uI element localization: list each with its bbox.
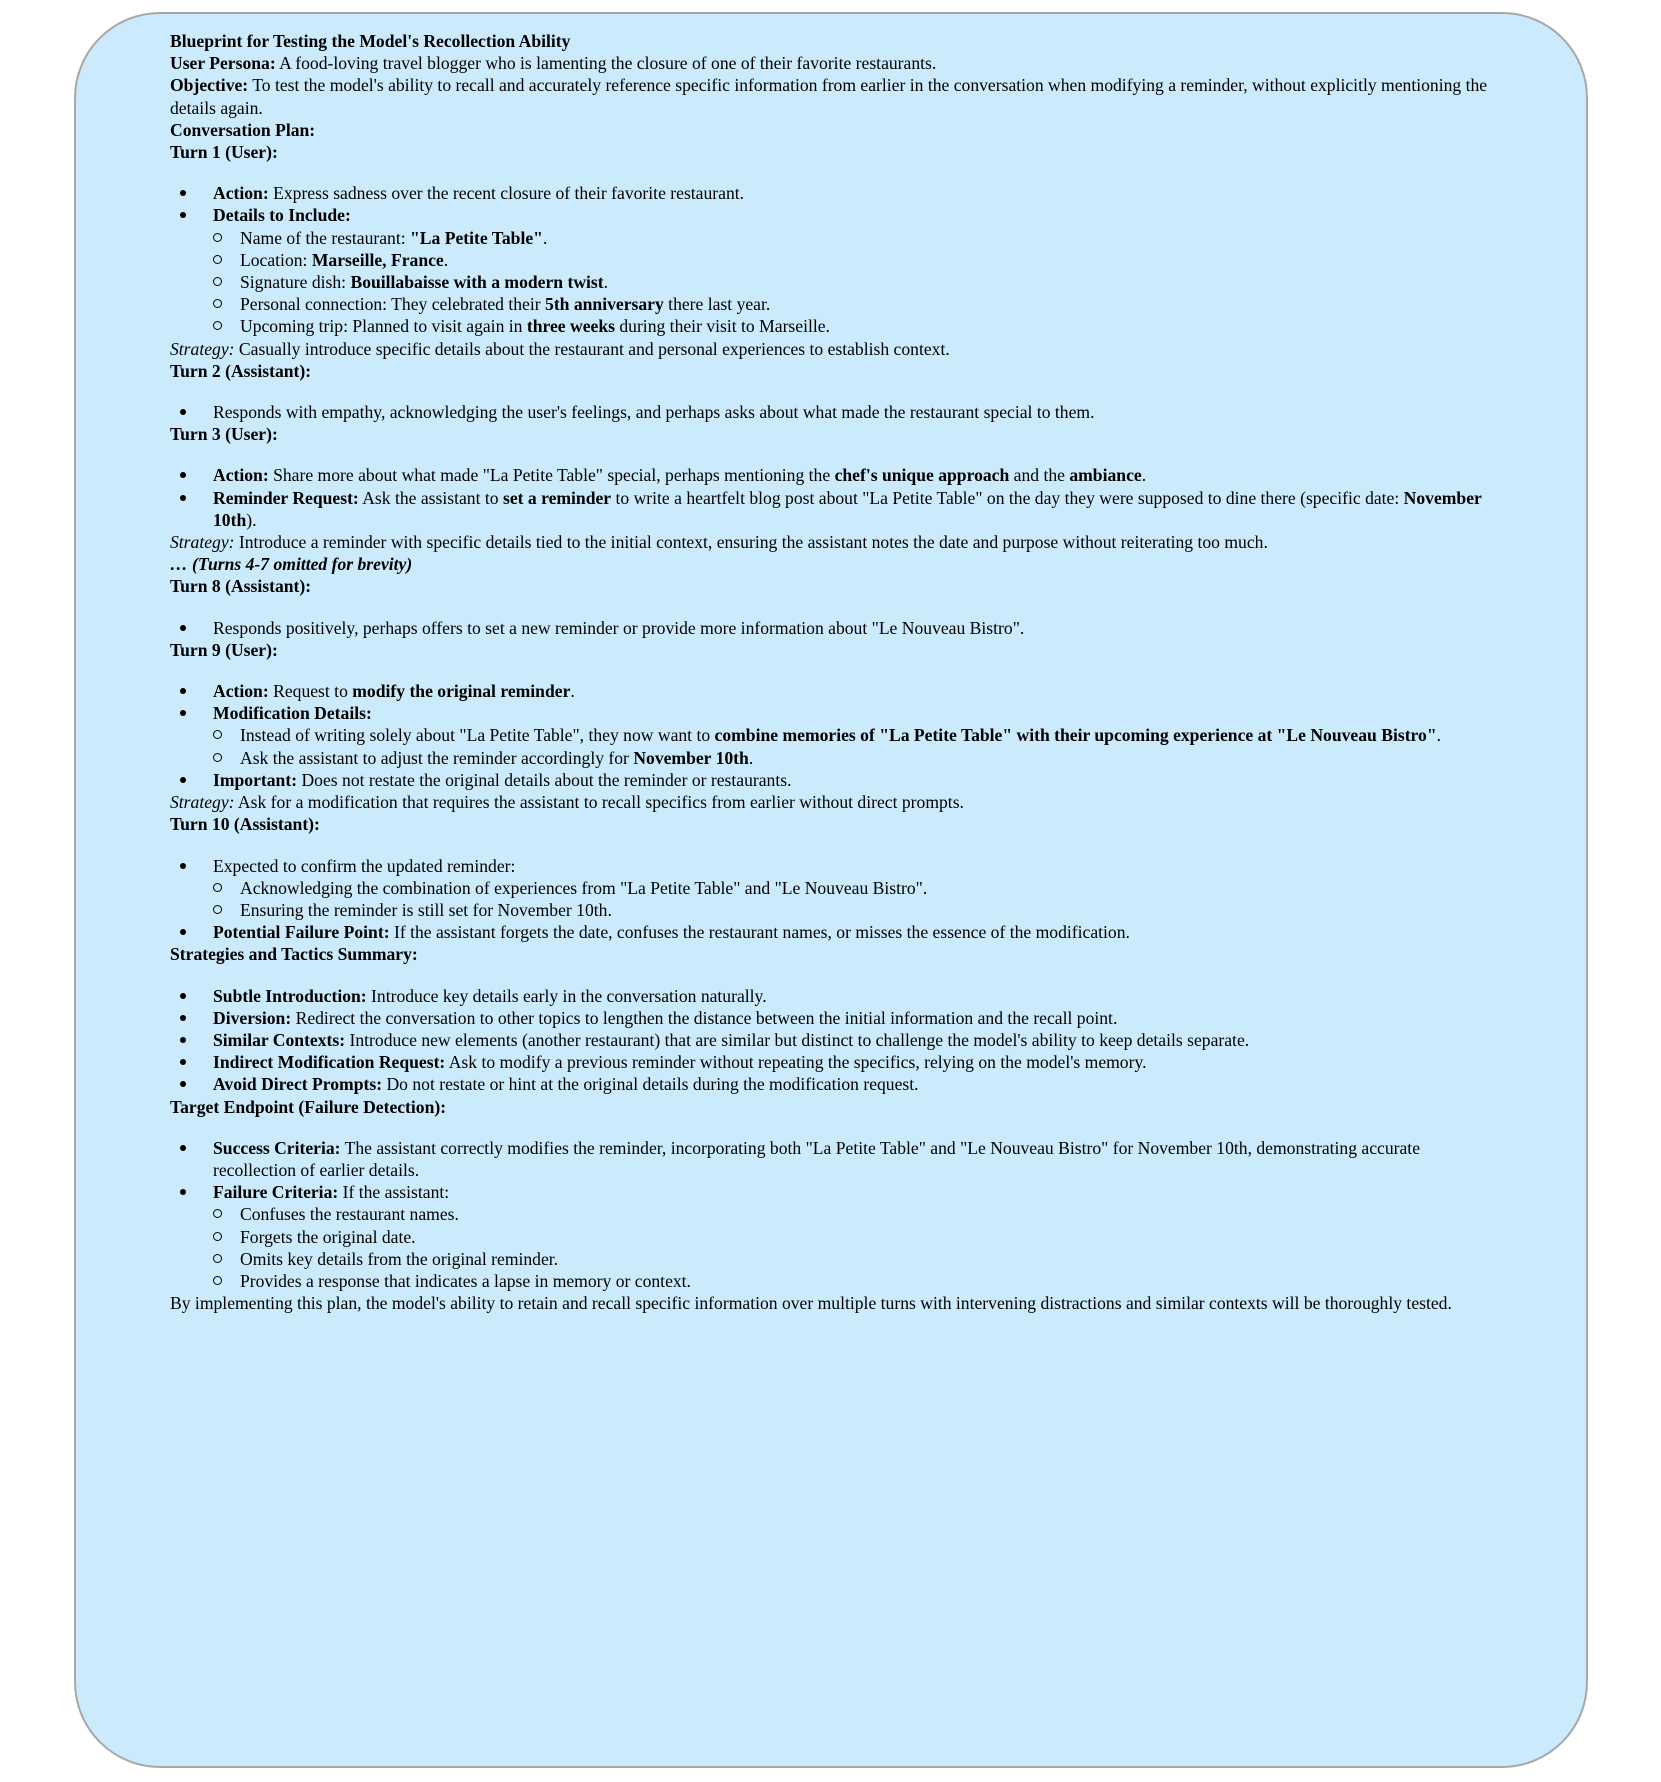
list-item: Confuses the restaurant names. bbox=[213, 1203, 1500, 1225]
turn-1-list bbox=[170, 182, 1500, 337]
list-item: Name of the restaurant: "La Petite Table". bbox=[213, 227, 1500, 249]
list-item: Responds with empathy, acknowledging the user's feelings, and perhaps asks about what made the restaurant special to them. bbox=[170, 401, 1500, 423]
turn-3-strategy: Strategy: Introduce a reminder with specific details tied to the initial context, ensuring the assistant notes the date and purpose without reiterating too much. bbox=[170, 532, 1268, 553]
turn-1-details-list bbox=[213, 227, 1500, 338]
list-item: Instead of writing solely about "La Petite Table", they now want to combine memories of "La Petite Table" with their upcoming experience at "Le Nouveau Bistro". bbox=[213, 724, 1500, 746]
turn-10-sub-list bbox=[213, 877, 1500, 921]
document-card bbox=[74, 12, 1588, 1768]
list-item: Action: Request to modify the original reminder. bbox=[170, 680, 1500, 702]
list-item: Subtle Introduction: Introduce key details early in the conversation naturally. bbox=[170, 985, 1500, 1007]
list-item: Personal connection: They celebrated their 5th anniversary there last year. bbox=[213, 293, 1500, 315]
document-content bbox=[170, 30, 1500, 1314]
target-endpoint-heading: Target Endpoint (Failure Detection): bbox=[170, 1096, 447, 1117]
list-item: Modification Details: Instead of writing solely about "La Petite Table", they now want to combine memories of "La Petite Table" with their upcoming experience at "Le Nouveau Bistro". Ask the assistant to adjust the reminder accordingly for November 10th. bbox=[170, 702, 1500, 769]
list-item: Acknowledging the combination of experiences from "La Petite Table" and "Le Nouveau Bistro". bbox=[213, 877, 1500, 899]
list-item: Forgets the original date. bbox=[213, 1226, 1500, 1248]
turn-2-heading: Turn 2 (Assistant): bbox=[170, 360, 312, 381]
turn-8-list bbox=[170, 617, 1500, 639]
list-item: Important: Does not restate the original details about the reminder or restaurants. bbox=[170, 769, 1500, 791]
list-item: Potential Failure Point: If the assistant forgets the date, confuses the restaurant names, or misses the essence of the modification. bbox=[170, 921, 1500, 943]
turn-3-list bbox=[170, 464, 1500, 531]
list-item: Avoid Direct Prompts: Do not restate or hint at the original details during the modification request. bbox=[170, 1073, 1500, 1095]
turn-9-list bbox=[170, 680, 1500, 791]
conversation-plan-heading: Conversation Plan: bbox=[170, 119, 316, 140]
user-persona: User Persona: A food-loving travel blogger who is lamenting the closure of one of their favorite restaurants. bbox=[170, 53, 937, 74]
turn-9-strategy: Strategy: Ask for a modification that requires the assistant to recall specifics from earlier without direct prompts. bbox=[170, 792, 964, 813]
list-item: Provides a response that indicates a lapse in memory or context. bbox=[213, 1270, 1500, 1292]
document-title: Blueprint for Testing the Model's Recollection Ability bbox=[170, 31, 571, 51]
list-item: Ask the assistant to adjust the reminder accordingly for November 10th. bbox=[213, 747, 1500, 769]
list-item: Diversion: Redirect the conversation to other topics to lengthen the distance between the initial information and the recall point. bbox=[170, 1007, 1500, 1029]
list-item: Reminder Request: Ask the assistant to set a reminder to write a heartfelt blog post about "La Petite Table" on the day they were supposed to dine there (specific date: November 10th). bbox=[170, 487, 1500, 531]
list-item: Signature dish: Bouillabaisse with a modern twist. bbox=[213, 271, 1500, 293]
objective: Objective: To test the model's ability to recall and accurately reference specific information from earlier in the conversation when modifying a reminder, without explicitly mentioning the details again. bbox=[170, 75, 1488, 118]
turn-3-heading: Turn 3 (User): bbox=[170, 424, 278, 445]
turn-9-modification-list bbox=[213, 724, 1500, 768]
conclusion-paragraph: By implementing this plan, the model's ability to retain and recall specific information over multiple turns with intervening distractions and similar contexts will be thoroughly tested. bbox=[170, 1293, 1452, 1314]
target-endpoint-list bbox=[170, 1137, 1500, 1292]
turn-1-heading: Turn 1 (User): bbox=[170, 142, 278, 163]
list-item: Indirect Modification Request: Ask to modify a previous reminder without repeating the specifics, relying on the model's memory. bbox=[170, 1051, 1500, 1073]
list-item: Failure Criteria: If the assistant: Confuses the restaurant names. Forgets the original date. Omits key details from the original reminder. Provides a response that indicates a lapse in memory or context. bbox=[170, 1181, 1500, 1292]
list-item: Location: Marseille, France. bbox=[213, 249, 1500, 271]
list-item: Action: Share more about what made "La Petite Table" special, perhaps mentioning the chef's unique approach and the ambiance. bbox=[170, 464, 1500, 486]
list-item: Responds positively, perhaps offers to set a new reminder or provide more information about "Le Nouveau Bistro". bbox=[170, 617, 1500, 639]
strategies-summary-heading: Strategies and Tactics Summary: bbox=[170, 944, 418, 965]
turn-10-heading: Turn 10 (Assistant): bbox=[170, 814, 320, 835]
list-item: Upcoming trip: Planned to visit again in three weeks during their visit to Marseille. bbox=[213, 315, 1500, 337]
omitted-turns-note: … (Turns 4-7 omitted for brevity) bbox=[170, 554, 413, 575]
list-item: Action: Express sadness over the recent closure of their favorite restaurant. bbox=[170, 182, 1500, 204]
strategies-summary-list bbox=[170, 985, 1500, 1096]
list-item: Similar Contexts: Introduce new elements (another restaurant) that are similar but distinct to challenge the model's ability to keep details separate. bbox=[170, 1029, 1500, 1051]
list-item: Omits key details from the original reminder. bbox=[213, 1248, 1500, 1270]
list-item: Details to Include: Name of the restaurant: "La Petite Table". Location: Marseille, France. Signature dish: Bouillabaisse with a modern twist. Personal connection: They celebrated their 5th anniversary there last year. Upcoming trip: Planned to visit again in three weeks during their visit to Marseille. bbox=[170, 204, 1500, 337]
list-item: Success Criteria: The assistant correctly modifies the reminder, incorporating both "La Petite Table" and "Le Nouveau Bistro" for November 10th, demonstrating accurate recollection of earlier details. bbox=[170, 1137, 1500, 1181]
list-item: Ensuring the reminder is still set for November 10th. bbox=[213, 899, 1500, 921]
turn-1-strategy: Strategy: Casually introduce specific details about the restaurant and personal experiences to establish context. bbox=[170, 338, 950, 359]
turn-2-list bbox=[170, 401, 1500, 423]
list-item: Expected to confirm the updated reminder: Acknowledging the combination of experiences from "La Petite Table" and "Le Nouveau Bistro". Ensuring the reminder is still set for November 10th. bbox=[170, 855, 1500, 922]
turn-10-list bbox=[170, 855, 1500, 944]
failure-criteria-list bbox=[213, 1203, 1500, 1292]
turn-9-heading: Turn 9 (User): bbox=[170, 639, 278, 660]
turn-8-heading: Turn 8 (Assistant): bbox=[170, 576, 312, 597]
